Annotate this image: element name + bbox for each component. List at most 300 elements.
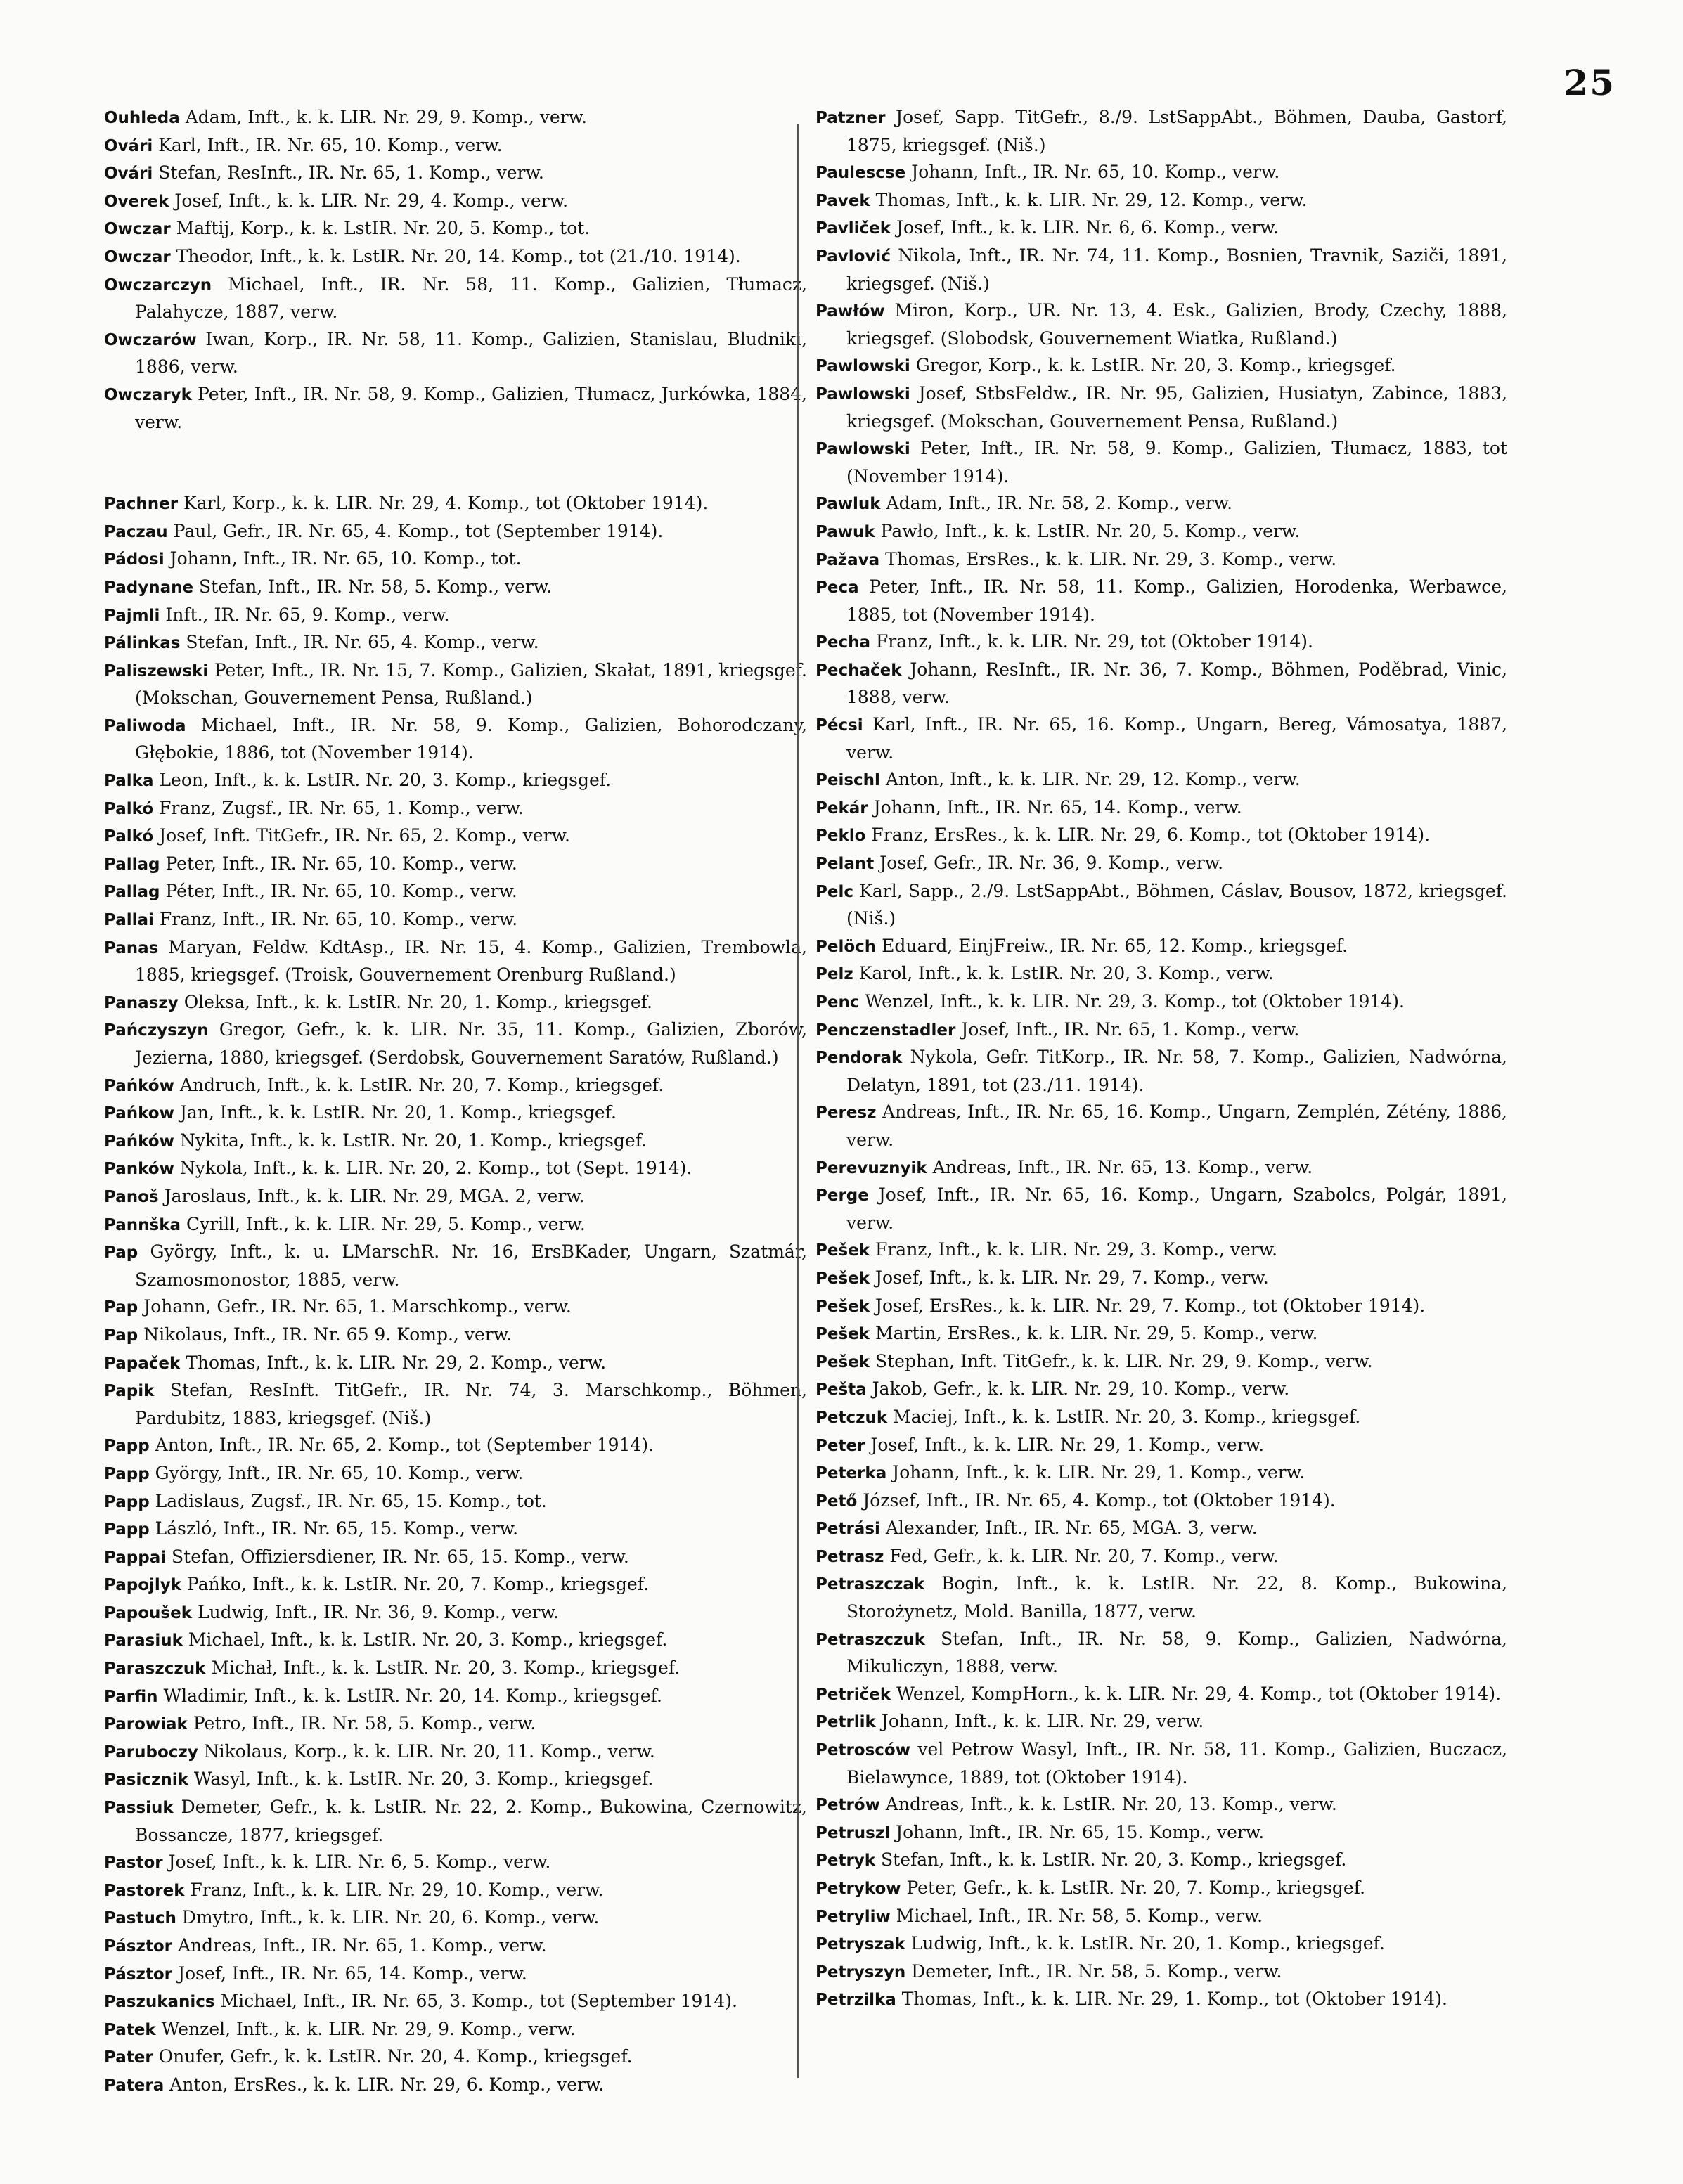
entry-details: Nykita, Inft., k. k. LstIR. Nr. 20, 1. Komp., kriegsgef.	[179, 1130, 647, 1151]
entry-details: Josef, Inft., IR. Nr. 65, 14. Komp., verw.	[177, 1963, 527, 1984]
list-entry	[104, 1377, 807, 1432]
list-entry	[104, 1544, 807, 1572]
entry-surname: Penczenstadler	[815, 1021, 956, 1040]
entry-surname: Pańków	[104, 1132, 174, 1151]
entry-surname: Pawłów	[815, 302, 885, 321]
entry-surname: Ouhleda	[104, 109, 180, 127]
list-entry	[815, 628, 1507, 657]
entry-surname: Padynane	[104, 578, 194, 597]
entry-surname: Pańczyszyn	[104, 1021, 209, 1040]
list-entry	[815, 518, 1507, 546]
entry-surname: Pastorek	[104, 1881, 185, 1900]
list-entry	[815, 1016, 1507, 1045]
list-entry	[815, 490, 1507, 518]
entry-details: Wladimir, Inft., k. k. LstIR. Nr. 20, 14. Komp., kriegsgef.	[163, 1685, 662, 1706]
list-entry	[104, 1766, 807, 1794]
entry-details: Gregor, Korp., k. k. LstIR. Nr. 20, 3. Komp., kriegsgef.	[915, 355, 1396, 376]
entry-surname: Pallag	[104, 883, 160, 902]
entry-surname: Peischl	[815, 771, 880, 790]
entry-surname: Pelc	[815, 882, 853, 901]
list-entry	[815, 1154, 1507, 1182]
list-entry	[104, 1849, 807, 1877]
list-entry	[104, 1432, 807, 1460]
list-entry	[104, 381, 807, 436]
entry-details: Peter, Gefr., k. k. LstIR. Nr. 20, 7. Komp., kriegsgef.	[906, 1878, 1366, 1898]
entry-surname: Pechaček	[815, 661, 902, 680]
entry-details: Peter, Inft., IR. Nr. 58, 9. Komp., Galizien, Tłumacz, Jurkówka, 1884, verw.	[135, 383, 807, 432]
list-entry	[815, 960, 1507, 988]
list-entry	[104, 989, 807, 1017]
entry-details: Nikola, Inft., IR. Nr. 74, 11. Komp., Bosnien, Travnik, Saziči, 1891, kriegsgef. (Niš.)	[846, 245, 1507, 294]
entry-surname: Owczaryk	[104, 385, 192, 404]
entry-surname: Pešek	[815, 1241, 870, 1260]
entry-surname: Pap	[104, 1298, 138, 1317]
entry-details: Josef, Gefr., IR. Nr. 36, 9. Komp., verw.	[879, 853, 1224, 874]
list-entry	[815, 1487, 1507, 1516]
entry-surname: Paliwoda	[104, 716, 186, 735]
entry-surname: Papaček	[104, 1354, 181, 1373]
entry-surname: Papp	[104, 1464, 150, 1483]
entry-surname: Ovári	[104, 136, 153, 155]
list-entry	[815, 243, 1507, 297]
list-entry	[104, 2072, 807, 2100]
list-entry	[815, 933, 1507, 961]
list-entry	[815, 546, 1507, 574]
list-entry	[815, 297, 1507, 352]
entry-details: Josef, Inft., IR. Nr. 65, 16. Komp., Ungarn, Szabolcs, Polgár, 1891, verw.	[846, 1184, 1507, 1233]
entry-details: Michał, Inft., k. k. LstIR. Nr. 20, 3. Komp., kriegsgef.	[211, 1658, 681, 1679]
list-entry	[104, 1932, 807, 1960]
entry-surname: Pažava	[815, 550, 880, 569]
entry-details: Ludwig, Inft., IR. Nr. 36, 9. Komp., verw.	[197, 1601, 559, 1622]
entry-surname: Perevuznyik	[815, 1158, 927, 1177]
list-entry	[815, 1320, 1507, 1348]
entry-surname: Petrlik	[815, 1713, 876, 1732]
section-gap	[104, 436, 807, 490]
entry-surname: Palkó	[104, 799, 154, 818]
list-entry	[815, 1958, 1507, 1986]
list-entry	[815, 574, 1507, 628]
entry-surname: Penc	[815, 993, 860, 1012]
entry-details: Johann, Inft., IR. Nr. 65, 10. Komp., verw.	[911, 162, 1280, 183]
entry-details: László, Inft., IR. Nr. 65, 15. Komp., verw.	[155, 1518, 519, 1539]
entry-details: Pańko, Inft., k. k. LstIR. Nr. 20, 7. Komp., kriegsgef.	[187, 1574, 650, 1595]
entry-details: Wenzel, Inft., k. k. LIR. Nr. 29, 9. Komp., verw.	[161, 2018, 576, 2039]
entry-surname: Ovári	[104, 164, 153, 183]
entry-surname: Petryszyn	[815, 1963, 906, 1982]
list-entry	[815, 1847, 1507, 1875]
entry-surname: Patzner	[815, 109, 886, 127]
entry-details: Franz, ErsRes., k. k. LIR. Nr. 29, 6. Komp., tot (Oktober 1914).	[871, 825, 1431, 846]
entry-surname: Petrási	[815, 1520, 880, 1539]
list-entry	[815, 1515, 1507, 1543]
list-entry	[815, 1681, 1507, 1709]
entry-surname: Pawuk	[815, 522, 875, 541]
entry-surname: Pajmli	[104, 606, 160, 625]
entry-surname: Pecha	[815, 633, 870, 652]
entry-surname: Peca	[815, 579, 859, 597]
entry-details: Andreas, Inft., IR. Nr. 65, 16. Komp., Ungarn, Zemplén, Zétény, 1886, verw.	[846, 1101, 1508, 1150]
list-entry	[815, 1432, 1507, 1460]
entry-surname: Petrów	[815, 1796, 880, 1815]
entry-details: Martin, ErsRes., k. k. LIR. Nr. 29, 5. Komp., verw.	[875, 1323, 1318, 1344]
entry-details: Johann, ResInft., IR. Nr. 36, 7. Komp., Böhmen, Poděbrad, Vinic, 1888, verw.	[846, 659, 1507, 708]
entry-details: Franz, Zugsf., IR. Nr. 65, 1. Komp., verw.	[159, 797, 524, 818]
entry-details: Nikolaus, Inft., IR. Nr. 65 9. Komp., verw.	[143, 1324, 512, 1345]
list-entry	[104, 132, 807, 160]
entry-surname: Pańkow	[104, 1104, 174, 1123]
list-entry	[815, 1930, 1507, 1958]
list-entry	[815, 1903, 1507, 1931]
list-entry	[104, 1655, 807, 1683]
list-entry	[104, 629, 807, 657]
entry-surname: Patera	[104, 2076, 165, 2095]
list-entry	[104, 215, 807, 243]
entry-surname: Pater	[104, 2048, 153, 2067]
entry-surname: Pelz	[815, 965, 853, 984]
list-entry	[104, 1350, 807, 1378]
entry-details: Johann, Inft., k. k. LIR. Nr. 29, verw.	[881, 1711, 1204, 1732]
entry-details: Stefan, Inft., IR. Nr. 65, 4. Komp., verw.	[186, 632, 539, 653]
list-entry	[815, 159, 1507, 187]
entry-details: Karol, Inft., k. k. LstIR. Nr. 20, 3. Komp., verw.	[858, 963, 1274, 984]
list-entry	[815, 435, 1507, 490]
entry-details: Stefan, Inft., IR. Nr. 58, 9. Komp., Galizien, Nadwórna, Mikuliczyn, 1888, verw.	[846, 1628, 1508, 1677]
list-entry	[815, 794, 1507, 822]
entry-surname: Petriček	[815, 1685, 891, 1704]
entry-surname: Pawlowski	[815, 385, 910, 403]
entry-surname: Pavek	[815, 191, 870, 210]
list-entry	[104, 1988, 807, 2016]
list-entry	[815, 1044, 1507, 1099]
entry-details: Miron, Korp., UR. Nr. 13, 4. Esk., Galizien, Brody, Czechy, 1888, kriegsgef. (Slobodsk, Gouvernement Wiatka, Rußland.)	[846, 300, 1507, 349]
entry-surname: Pachner	[104, 495, 179, 514]
entry-details: Franz, Inft., k. k. LIR. Nr. 29, 3. Komp., verw.	[875, 1239, 1278, 1260]
entry-details: Peter, Inft., IR. Nr. 65, 10. Komp., verw.	[165, 853, 517, 874]
list-entry	[104, 1099, 807, 1127]
list-entry	[104, 243, 807, 271]
entry-surname: Parowiak	[104, 1715, 188, 1734]
list-entry	[815, 1791, 1507, 1819]
entry-details: Anton, Inft., IR. Nr. 65, 2. Komp., tot (September 1914).	[155, 1435, 654, 1456]
list-entry	[815, 1376, 1507, 1404]
entry-details: Johann, Inft., IR. Nr. 65, 15. Komp., verw.	[896, 1821, 1265, 1842]
list-entry	[104, 878, 807, 906]
list-entry	[104, 2016, 807, 2044]
list-entry	[104, 1683, 807, 1711]
list-entry	[104, 1211, 807, 1239]
entry-details: György, Inft., k. u. LMarschR. Nr. 16, ErsBKader, Ungarn, Szatmár, Szamosmonostor, 1885, verw.	[135, 1241, 807, 1290]
entry-details: Jan, Inft., k. k. LstIR. Nr. 20, 1. Komp., kriegsgef.	[179, 1102, 617, 1123]
list-entry	[104, 657, 807, 712]
entry-details: Franz, Inft., IR. Nr. 65, 10. Komp., verw.	[159, 909, 518, 930]
entry-details: Wasyl, Inft., k. k. LstIR. Nr. 20, 3. Komp., kriegsgef.	[193, 1769, 654, 1790]
entry-details: Thomas, Inft., k. k. LIR. Nr. 29, 2. Komp., verw.	[186, 1352, 607, 1373]
entry-surname: Paraszczuk	[104, 1660, 206, 1679]
entry-details: Johann, Gefr., IR. Nr. 65, 1. Marschkomp., verw.	[143, 1296, 572, 1317]
entry-details: Stefan, ResInft. TitGefr., IR. Nr. 74, 3. Marschkomp., Böhmen, Pardubitz, 1883, kriegsgef. (Niš.)	[135, 1380, 808, 1428]
entry-details: Michael, Inft., IR. Nr. 58, 9. Komp., Galizien, Bohorodczany, Głębokie, 1886, tot (November 1914).	[135, 714, 807, 763]
right-column	[815, 104, 1507, 2014]
entry-details: Cyrill, Inft., k. k. LIR. Nr. 29, 5. Komp., verw.	[186, 1213, 586, 1234]
entry-details: Peter, Inft., IR. Nr. 15, 7. Komp., Galizien, Skałat, 1891, kriegsgef. (Mokschan, Gouvernement Pensa, Rußland.)	[135, 659, 807, 709]
list-entry	[815, 1875, 1507, 1903]
list-entry	[815, 1570, 1507, 1625]
entry-surname: Owczarczyn	[104, 276, 212, 295]
entry-surname: Palkó	[104, 827, 154, 846]
entry-details: Josef, StbsFeldw., IR. Nr. 95, Galizien, Husiatyn, Zabince, 1883, kriegsgef. (Mokschan, Gouvernement Pensa, Rußland.)	[846, 382, 1508, 432]
entry-surname: Papp	[104, 1492, 150, 1511]
entry-surname: Pelöch	[815, 937, 877, 956]
entry-details: Demeter, Gefr., k. k. LstIR. Nr. 22, 2. Komp., Bukowina, Czernowitz, Bossancze, 1877, kriegsgef.	[135, 1797, 807, 1845]
entry-surname: Paszukanics	[104, 1993, 215, 2012]
entry-surname: Petraszczuk	[815, 1630, 926, 1649]
list-entry	[104, 1516, 807, 1544]
list-entry	[815, 988, 1507, 1016]
entry-details: Peter, Inft., IR. Nr. 58, 9. Komp., Galizien, Tłumacz, 1883, tot (November 1914).	[846, 438, 1507, 486]
entry-details: Inft., IR. Nr. 65, 9. Komp., verw.	[165, 604, 450, 625]
entry-details: Thomas, Inft., k. k. LIR. Nr. 29, 12. Komp., verw.	[875, 189, 1308, 210]
entry-surname: Panas	[104, 938, 159, 957]
entry-details: Andreas, Inft., IR. Nr. 65, 13. Komp., verw.	[932, 1156, 1313, 1177]
list-entry	[815, 822, 1507, 850]
entry-surname: Pavlović	[815, 247, 891, 266]
list-entry	[104, 1627, 807, 1655]
list-entry	[815, 1236, 1507, 1265]
entry-surname: Pécsi	[815, 716, 863, 735]
entry-surname: Pawlowski	[815, 440, 910, 459]
list-entry	[104, 1239, 807, 1293]
entry-details: Josef, Inft., k. k. LIR. Nr. 6, 6. Komp., verw.	[896, 217, 1279, 238]
entry-details: Johann, Inft., IR. Nr. 65, 14. Komp., verw.	[873, 796, 1242, 818]
entry-details: Petro, Inft., IR. Nr. 58, 5. Komp., verw.	[193, 1713, 536, 1734]
left-column	[104, 104, 807, 2100]
entry-surname: Peklo	[815, 827, 866, 846]
list-entry	[104, 1877, 807, 1905]
entry-surname: Papp	[104, 1437, 150, 1456]
entry-details: Fed, Gefr., k. k. LIR. Nr. 20, 7. Komp., verw.	[889, 1545, 1279, 1566]
entry-details: Johann, Inft., IR. Nr. 65, 10. Komp., tot.	[169, 548, 522, 569]
entry-details: Alexander, Inft., IR. Nr. 65, MGA. 3, verw.	[885, 1518, 1258, 1539]
list-entry	[104, 1794, 807, 1849]
list-entry	[815, 1182, 1507, 1236]
entry-surname: Pető	[815, 1492, 858, 1511]
page-number: 25	[1563, 62, 1616, 103]
entry-details: Anton, ErsRes., k. k. LIR. Nr. 29, 6. Komp., verw.	[169, 2074, 605, 2095]
list-entry	[104, 767, 807, 795]
list-entry	[815, 1819, 1507, 1847]
entry-details: Thomas, ErsRes., k. k. LIR. Nr. 29, 3. Komp., verw.	[885, 548, 1337, 569]
list-entry	[104, 1072, 807, 1100]
entry-surname: Panoš	[104, 1187, 159, 1206]
entry-surname: Pešek	[815, 1269, 870, 1288]
entry-surname: Owczar	[104, 220, 171, 239]
entry-details: Franz, Inft., k. k. LIR. Nr. 29, 10. Komp., verw.	[190, 1879, 604, 1900]
entry-details: Gregor, Gefr., k. k. LIR. Nr. 35, 11. Komp., Galizien, Zborów, Jezierna, 1880, kriegsgef. (Serdobsk, Gouvernement Saratów, Rußland.)	[135, 1019, 807, 1068]
entry-details: Andreas, Inft., k. k. LstIR. Nr. 20, 13. Komp., verw.	[885, 1794, 1337, 1815]
entry-details: Johann, Inft., k. k. LIR. Nr. 29, 1. Komp., verw.	[892, 1462, 1305, 1483]
entry-details: Jaroslaus, Inft., k. k. LIR. Nr. 29, MGA. 2, verw.	[164, 1185, 585, 1206]
entry-details: Josef, Inft., IR. Nr. 65, 1. Komp., verw.	[961, 1019, 1300, 1040]
list-entry	[815, 1293, 1507, 1321]
entry-surname: Papp	[104, 1520, 150, 1539]
entry-details: Wenzel, KompHorn., k. k. LIR. Nr. 29, 4. Komp., tot (Oktober 1914).	[896, 1683, 1502, 1704]
list-entry	[104, 1460, 807, 1488]
entry-details: Maryan, Feldw. KdtAsp., IR. Nr. 15, 4. Komp., Galizien, Trembowla, 1885, kriegsgef. (Troisk, Gouvernement Orenburg Rußland.)	[135, 936, 807, 986]
list-entry	[104, 1322, 807, 1350]
entry-surname: Petrykow	[815, 1880, 901, 1898]
entry-details: Stefan, Offiziersdiener, IR. Nr. 65, 15. Komp., verw.	[172, 1546, 629, 1567]
entry-details: Josef, Inft., k. k. LIR. Nr. 6, 5. Komp., verw.	[168, 1852, 551, 1873]
entry-surname: Parasiuk	[104, 1631, 183, 1650]
entry-details: Josef, ErsRes., k. k. LIR. Nr. 29, 7. Komp., tot (Oktober 1914).	[875, 1295, 1426, 1316]
list-entry	[104, 1960, 807, 1989]
list-entry	[104, 518, 807, 546]
entry-surname: Petrzilka	[815, 1991, 896, 2010]
list-entry	[104, 1488, 807, 1516]
entry-details: Dmytro, Inft., k. k. LIR. Nr. 20, 6. Komp., verw.	[181, 1907, 600, 1928]
entry-details: vel Petrow Wasyl, Inft., IR. Nr. 58, 11. Komp., Galizien, Buczacz, Bielawynce, 1889, tot (Oktober 1914).	[846, 1739, 1507, 1788]
entry-surname: Petryliw	[815, 1907, 891, 1926]
list-entry	[815, 850, 1507, 878]
list-entry	[104, 1738, 807, 1766]
entry-details: Jakob, Gefr., k. k. LIR. Nr. 29, 10. Komp., verw.	[872, 1378, 1290, 1400]
list-entry	[815, 104, 1507, 159]
entry-surname: Pelant	[815, 855, 875, 874]
list-entry	[815, 1348, 1507, 1376]
entry-surname: Pešta	[815, 1381, 867, 1400]
entry-details: György, Inft., IR. Nr. 65, 10. Komp., verw.	[155, 1462, 524, 1483]
entry-surname: Petrosców	[815, 1741, 910, 1760]
entry-surname: Peresz	[815, 1104, 877, 1123]
list-entry	[815, 657, 1507, 711]
entry-details: Stefan, Inft., IR. Nr. 58, 5. Komp., verw.	[199, 576, 553, 597]
entry-surname: Pavliček	[815, 219, 891, 238]
entry-surname: Panaszy	[104, 993, 179, 1012]
entry-surname: Parfin	[104, 1687, 158, 1706]
entry-surname: Pawluk	[815, 495, 881, 514]
list-entry	[104, 1127, 807, 1156]
entry-details: Josef, Inft., k. k. LIR. Nr. 29, 7. Komp., verw.	[875, 1267, 1269, 1288]
entry-surname: Peter	[815, 1436, 865, 1455]
list-entry	[104, 1155, 807, 1183]
entry-surname: Petrasz	[815, 1547, 884, 1566]
list-entry	[815, 878, 1507, 933]
entry-details: Thomas, Inft., k. k. LIR. Nr. 29, 1. Komp., tot (Oktober 1914).	[901, 1989, 1447, 2010]
entry-details: Péter, Inft., IR. Nr. 65, 10. Komp., verw.	[165, 881, 517, 902]
entry-surname: Pańków	[104, 1076, 174, 1095]
entry-surname: Pádosi	[104, 550, 165, 569]
entry-details: Karl, Sapp., 2./9. LstSappAbt., Böhmen, Cáslav, Bousov, 1872, kriegsgef. (Niš.)	[846, 880, 1507, 929]
entry-surname: Paczau	[104, 522, 168, 541]
list-entry	[815, 1459, 1507, 1487]
list-entry	[104, 795, 807, 823]
list-entry	[815, 1265, 1507, 1293]
entry-surname: Petryszak	[815, 1935, 905, 1954]
list-entry	[815, 1404, 1507, 1432]
list-entry	[815, 1099, 1507, 1154]
entry-surname: Pappai	[104, 1548, 167, 1567]
list-entry	[104, 906, 807, 934]
entry-surname: Paruboczy	[104, 1743, 198, 1762]
entry-details: Karl, Inft., IR. Nr. 65, 16. Komp., Ungarn, Bereg, Vámosatya, 1887, verw.	[846, 714, 1507, 763]
list-entry	[104, 574, 807, 602]
list-entry	[815, 766, 1507, 794]
entry-surname: Pallai	[104, 911, 154, 930]
entry-details: Stephan, Inft. TitGefr., k. k. LIR. Nr. 29, 9. Komp., verw.	[875, 1350, 1373, 1371]
list-entry	[104, 1293, 807, 1322]
list-entry	[815, 1986, 1507, 2014]
entry-surname: Paulescse	[815, 164, 906, 183]
entry-surname: Pap	[104, 1326, 138, 1345]
entry-surname: Pásztor	[104, 1965, 172, 1984]
list-entry	[104, 712, 807, 767]
list-entry	[815, 1626, 1507, 1681]
entry-surname: Petruszl	[815, 1823, 891, 1842]
list-entry	[104, 1183, 807, 1211]
entry-details: Paul, Gefr., IR. Nr. 65, 4. Komp., tot (September 1914).	[173, 520, 664, 541]
entry-surname: Perge	[815, 1187, 869, 1206]
list-entry	[104, 160, 807, 188]
entry-details: József, Inft., IR. Nr. 65, 4. Komp., tot (Oktober 1914).	[863, 1490, 1336, 1511]
list-entry	[104, 1599, 807, 1627]
entry-details: Bogin, Inft., k. k. LstIR. Nr. 22, 8. Komp., Bukowina, Storożynetz, Mold. Banilla, 1877, verw.	[846, 1573, 1507, 1622]
entry-surname: Pešek	[815, 1297, 870, 1316]
entry-surname: Papik	[104, 1382, 155, 1401]
list-entry	[104, 1016, 807, 1071]
entry-details: Josef, Inft., k. k. LIR. Nr. 29, 4. Komp., verw.	[174, 190, 569, 211]
list-entry	[104, 1904, 807, 1932]
entry-details: Nykola, Gefr. TitKorp., IR. Nr. 58, 7. Komp., Galizien, Nadwórna, Delatyn, 1891, tot (23./11. 1914).	[846, 1047, 1508, 1095]
list-entry	[104, 545, 807, 574]
entry-details: Stefan, Inft., k. k. LstIR. Nr. 20, 3. Komp., kriegsgef.	[881, 1849, 1347, 1870]
entry-details: Wenzel, Inft., k. k. LIR. Nr. 29, 3. Komp., tot (Oktober 1914).	[865, 991, 1405, 1012]
entry-details: Michael, Inft., k. k. LstIR. Nr. 20, 3. Komp., kriegsgef.	[188, 1629, 668, 1650]
entry-details: Oleksa, Inft., k. k. LstIR. Nr. 20, 1. Komp., kriegsgef.	[183, 991, 652, 1012]
entry-details: Theodor, Inft., k. k. LstIR. Nr. 20, 14. Komp., tot (21./10. 1914).	[176, 245, 741, 266]
entry-details: Ludwig, Inft., k. k. LstIR. Nr. 20, 1. Komp., kriegsgef.	[910, 1933, 1385, 1954]
list-entry	[815, 214, 1507, 243]
list-entry	[815, 380, 1507, 435]
entry-details: Eduard, EinjFreiw., IR. Nr. 65, 12. Komp., kriegsgef.	[882, 935, 1348, 956]
entry-details: Maftij, Korp., k. k. LstIR. Nr. 20, 5. Komp., tot.	[176, 218, 591, 239]
entry-details: Nikolaus, Korp., k. k. LIR. Nr. 20, 11. Komp., verw.	[203, 1740, 655, 1762]
entry-details: Leon, Inft., k. k. LstIR. Nr. 20, 3. Komp., kriegsgef.	[159, 770, 612, 791]
entry-details: Peter, Inft., IR. Nr. 58, 11. Komp., Galizien, Horodenka, Werbawce, 1885, tot (November 1914).	[846, 576, 1507, 625]
list-entry	[815, 1708, 1507, 1736]
list-entry	[815, 1543, 1507, 1571]
entry-details: Pawło, Inft., k. k. LstIR. Nr. 20, 5. Komp., verw.	[880, 520, 1301, 541]
entry-surname: Pálinkas	[104, 634, 181, 653]
entry-surname: Pasicznik	[104, 1771, 188, 1790]
entry-details: Josef, Inft. TitGefr., IR. Nr. 65, 2. Komp., verw.	[159, 825, 570, 846]
entry-surname: Panków	[104, 1160, 174, 1179]
entry-surname: Petraszczak	[815, 1575, 925, 1594]
entry-surname: Pastor	[104, 1854, 163, 1873]
entry-surname: Pendorak	[815, 1049, 903, 1068]
entry-details: Andreas, Inft., IR. Nr. 65, 1. Komp., verw.	[177, 1935, 547, 1956]
list-entry	[815, 711, 1507, 766]
list-entry	[104, 1710, 807, 1738]
list-entry	[104, 851, 807, 879]
list-entry	[104, 2043, 807, 2072]
entry-details: Iwan, Korp., IR. Nr. 58, 11. Komp., Galizien, Stanislau, Bludniki, 1886, verw.	[135, 328, 807, 377]
entry-surname: Owczarów	[104, 330, 197, 349]
list-entry	[104, 104, 807, 132]
entry-details: Michael, Inft., IR. Nr. 58, 5. Komp., verw.	[896, 1905, 1263, 1926]
entry-details: Josef, Inft., k. k. LIR. Nr. 29, 1. Komp., verw.	[870, 1434, 1265, 1455]
list-entry	[815, 352, 1507, 380]
